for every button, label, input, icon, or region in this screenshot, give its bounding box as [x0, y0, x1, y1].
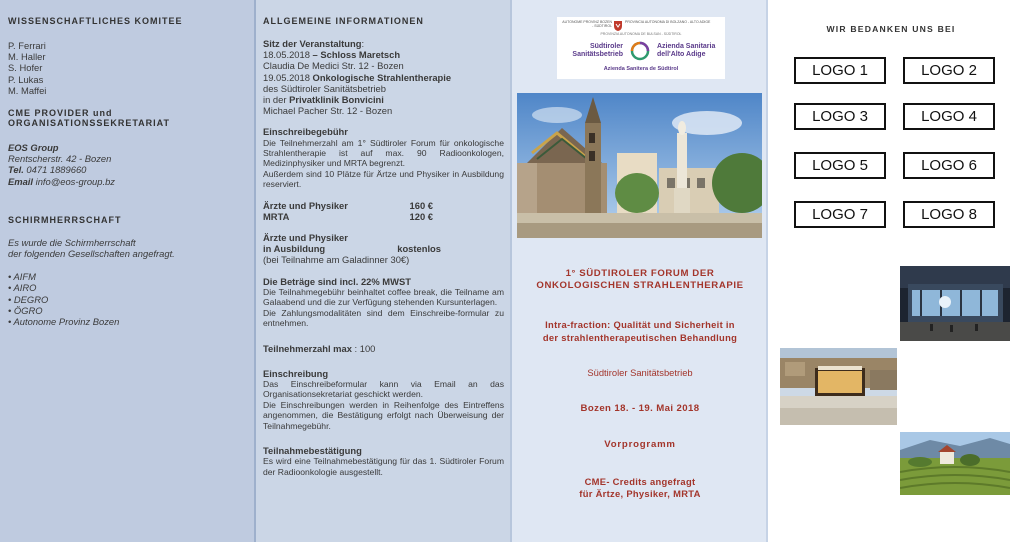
society-item: • DEGRO	[8, 293, 49, 305]
pavilion-photo	[780, 348, 897, 425]
vat-block	[263, 276, 504, 329]
subtitle-line-2: der strahlentherapeutischen Behandlung	[542, 331, 738, 343]
society-list	[8, 271, 248, 327]
sponsor-logo-6: LOGO 6	[903, 152, 995, 179]
registration-text: Das Einschreibeformular kann via Email an das Organisationsekretariat geschickt werden.	[263, 378, 504, 400]
fee-heading: Einschreibegebühr	[263, 126, 348, 138]
society-item: • AIFM	[8, 271, 36, 283]
logo-bottom-text: Azienda Sanitera de Südtirol	[603, 66, 679, 72]
venue-block	[263, 38, 504, 116]
cathedral-photo	[517, 93, 762, 238]
price-label: in Ausbildung	[263, 243, 326, 255]
vat-text-2: Die Zahlungsmodalitäten sind dem Einschreibe-formular zu entnehmen.	[263, 307, 504, 329]
fee-text-2: Außerdem sind 10 Plätze für Ärtze und Physiker in Ausbildung reserviert.	[263, 168, 504, 190]
price-label: Ärzte und Physiker	[263, 199, 348, 211]
sponsor-logo-5: LOGO 5	[794, 152, 886, 179]
price-row	[263, 200, 433, 211]
cathedral-illustration	[517, 93, 762, 238]
confirmation-block	[263, 445, 504, 477]
price-table	[263, 200, 433, 222]
logo-left-2: Sanitätsbetrieb	[572, 51, 623, 58]
logo-text-left	[561, 43, 623, 59]
health-service-logo	[557, 17, 725, 79]
society-item: • Autonome Provinz Bozen	[8, 316, 120, 328]
patronage-intro-2: der folgenden Gesellschaften angefragt.	[8, 248, 175, 260]
coat-of-arms-icon	[613, 20, 623, 32]
logo-small-text-center: PROVINZIA AUTONOMA DE BULSAN - SÜDTIROL	[600, 32, 682, 36]
credits-line-1: CME- Credits angefragt	[584, 476, 696, 487]
price-student	[263, 232, 504, 266]
tel-value: 0471 1889660	[26, 164, 87, 176]
logo-right-1: Azienda Sanitaria	[657, 43, 716, 50]
org-address: Rentscherstr. 42 - Bozen	[8, 153, 112, 165]
price-value: 120 €	[409, 210, 433, 222]
cover-panel	[512, 0, 768, 542]
committee-member: S. Hofer	[8, 62, 43, 74]
title-line-1: 1° SÜDTIROLER FORUM DER	[565, 268, 715, 279]
sponsor-logo-3: LOGO 3	[794, 103, 886, 130]
confirmation-heading: Teilnahmebestätigung	[263, 444, 362, 456]
organizer: Südtiroler Sanitätsbetrieb	[587, 367, 693, 378]
price-value: 160 €	[409, 199, 433, 211]
patronage-intro	[8, 237, 248, 259]
swirl-logo-icon	[630, 41, 650, 61]
price-note: (bei Teilnahme am Galadinner 30€)	[263, 254, 410, 266]
venue-clinic: Privatklinik Bonvicini	[289, 94, 384, 106]
committee-heading: WISSENSCHAFTLICHES KOMITEE	[8, 16, 183, 26]
committee-list	[8, 40, 248, 96]
registration-heading: Einschreibung	[263, 367, 329, 379]
society-item: • ÖGRO	[8, 304, 43, 316]
program-label: Vorprogramm	[604, 439, 676, 450]
venue-address-2: Michael Pacher Str. 12 - Bozen	[263, 105, 393, 117]
patronage-heading: SCHIRMHERRSCHAFT	[8, 214, 122, 225]
fee-text: Die Teilnehmerzahl am 1° Südtiroler Forum für onkologische Strahlentherapie ist auf max. 90 Radioonkologen, Medizinphysiker und MRTA begrenzt.	[263, 137, 504, 169]
patronage-intro-1: Es wurde die Schirmherrschaft	[8, 236, 136, 248]
logo-small-text-right: PROVINCIA AUTONOMA DI BOLZANO - ALTO ADIGE	[625, 20, 711, 24]
forum-title	[512, 268, 768, 292]
org-name: EOS Group	[8, 142, 59, 154]
provider-heading-1: CME PROVIDER und	[8, 108, 113, 119]
max-label: Teilnehmerzahl max	[263, 342, 352, 354]
tel-label: Tel.	[8, 164, 24, 176]
venue-line-2b: des Südtiroler Sanitätsbetrieb	[263, 82, 386, 94]
venue-date-2: 19.05.2018	[263, 71, 310, 83]
venue-line-2	[263, 72, 504, 83]
price-label: Ärzte und Physiker	[263, 232, 348, 244]
venue-label-line: Sitz der Veranstaltung:	[263, 38, 365, 49]
venue-pre: in der	[263, 94, 287, 106]
subtitle-line-1: Intra-fraction: Qualität und Sicherheit in	[545, 319, 735, 330]
provider-heading-2: ORGANISATIONSSEKRETARIAT	[8, 118, 171, 129]
pavilion-illustration	[780, 348, 897, 425]
max-value: : 100	[354, 342, 376, 354]
forum-subtitle	[512, 319, 768, 344]
price-row	[263, 243, 441, 254]
logo-left-1: Südtiroler	[589, 43, 623, 50]
vat-heading: Die Beträge sind incl. 22% MWST	[263, 275, 411, 287]
logo-small-text-left: AUTONOME PROVINZ BOZEN - SÜDTIROL	[562, 20, 612, 28]
left-panel	[0, 0, 256, 542]
logo-right-2: dell'Alto Adige	[657, 51, 706, 58]
vineyard-illustration	[900, 432, 1010, 495]
logo-text-right	[657, 43, 723, 59]
sponsor-logo-2: LOGO 2	[903, 57, 995, 84]
building-night-photo	[900, 266, 1010, 341]
info-heading: ALLGEMEINE INFORMATIONEN	[263, 16, 424, 26]
venue-name-1: – Schloss Maretsch	[312, 49, 401, 61]
title-line-2: ONKOLOGISCHEN STRAHLENTHERAPIE	[536, 280, 744, 291]
venue-name-2: Onkologische Strahlentherapie	[312, 71, 452, 83]
price-value: kostenlos	[397, 243, 441, 255]
email-value[interactable]: info@eos-group.bz	[35, 175, 115, 187]
org-contact	[8, 142, 248, 187]
price-row	[263, 211, 433, 222]
max-participants	[263, 343, 504, 354]
committee-member: P. Lukas	[8, 73, 44, 85]
vineyard-photo	[900, 432, 1010, 495]
sponsor-logo-8: LOGO 8	[903, 201, 995, 228]
society-item: • AIRO	[8, 282, 37, 294]
sponsor-logo-4: LOGO 4	[903, 103, 995, 130]
sponsors-panel	[768, 0, 1024, 542]
committee-member: M. Maffei	[8, 84, 47, 96]
credits-line-2: für Ärtze, Physiker, MRTA	[579, 488, 701, 499]
registration-block	[263, 368, 504, 431]
venue-address-1: Claudia De Medici Str. 12 - Bozen	[263, 60, 404, 72]
credits-block	[512, 476, 768, 500]
org-phone	[8, 164, 248, 175]
confirmation-text: Es wird eine Teilnahmebestätigung für das 1. Südtiroler Forum der Radioonkologie ausgestellt.	[263, 456, 504, 477]
fee-block	[263, 126, 504, 189]
price-label: MRTA	[263, 210, 290, 222]
committee-member: P. Ferrari	[8, 40, 46, 51]
org-email	[8, 176, 248, 187]
venue-date-1: 18.05.2018	[263, 49, 310, 61]
event-dates: Bozen 18. - 19. Mai 2018	[580, 403, 700, 414]
venue-line-2c	[263, 94, 504, 105]
building-illustration	[900, 266, 1010, 341]
committee-member: M. Haller	[8, 51, 46, 63]
venue-label: Sitz der Veranstaltung	[263, 38, 362, 49]
vat-text: Die Teilnahmegebühr beinhaltet coffee break, die Teilname am Galaabend und die zur Verfügung stehenden Kursunterlagen.	[263, 286, 504, 308]
info-panel	[256, 0, 512, 542]
registration-text-2: Die Einschreibungen werden in Reihenfolge des Eintreffens angenommen, die Bestätigung erfolgt nach Überweisung der Teilnahmegebühr.	[263, 399, 504, 431]
sponsor-logo-7: LOGO 7	[794, 201, 886, 228]
venue-line-1	[263, 49, 504, 60]
email-label: Email	[8, 175, 34, 187]
sponsors-heading: WIR BEDANKEN UNS BEI	[826, 24, 956, 34]
sponsor-logo-1: LOGO 1	[794, 57, 886, 84]
